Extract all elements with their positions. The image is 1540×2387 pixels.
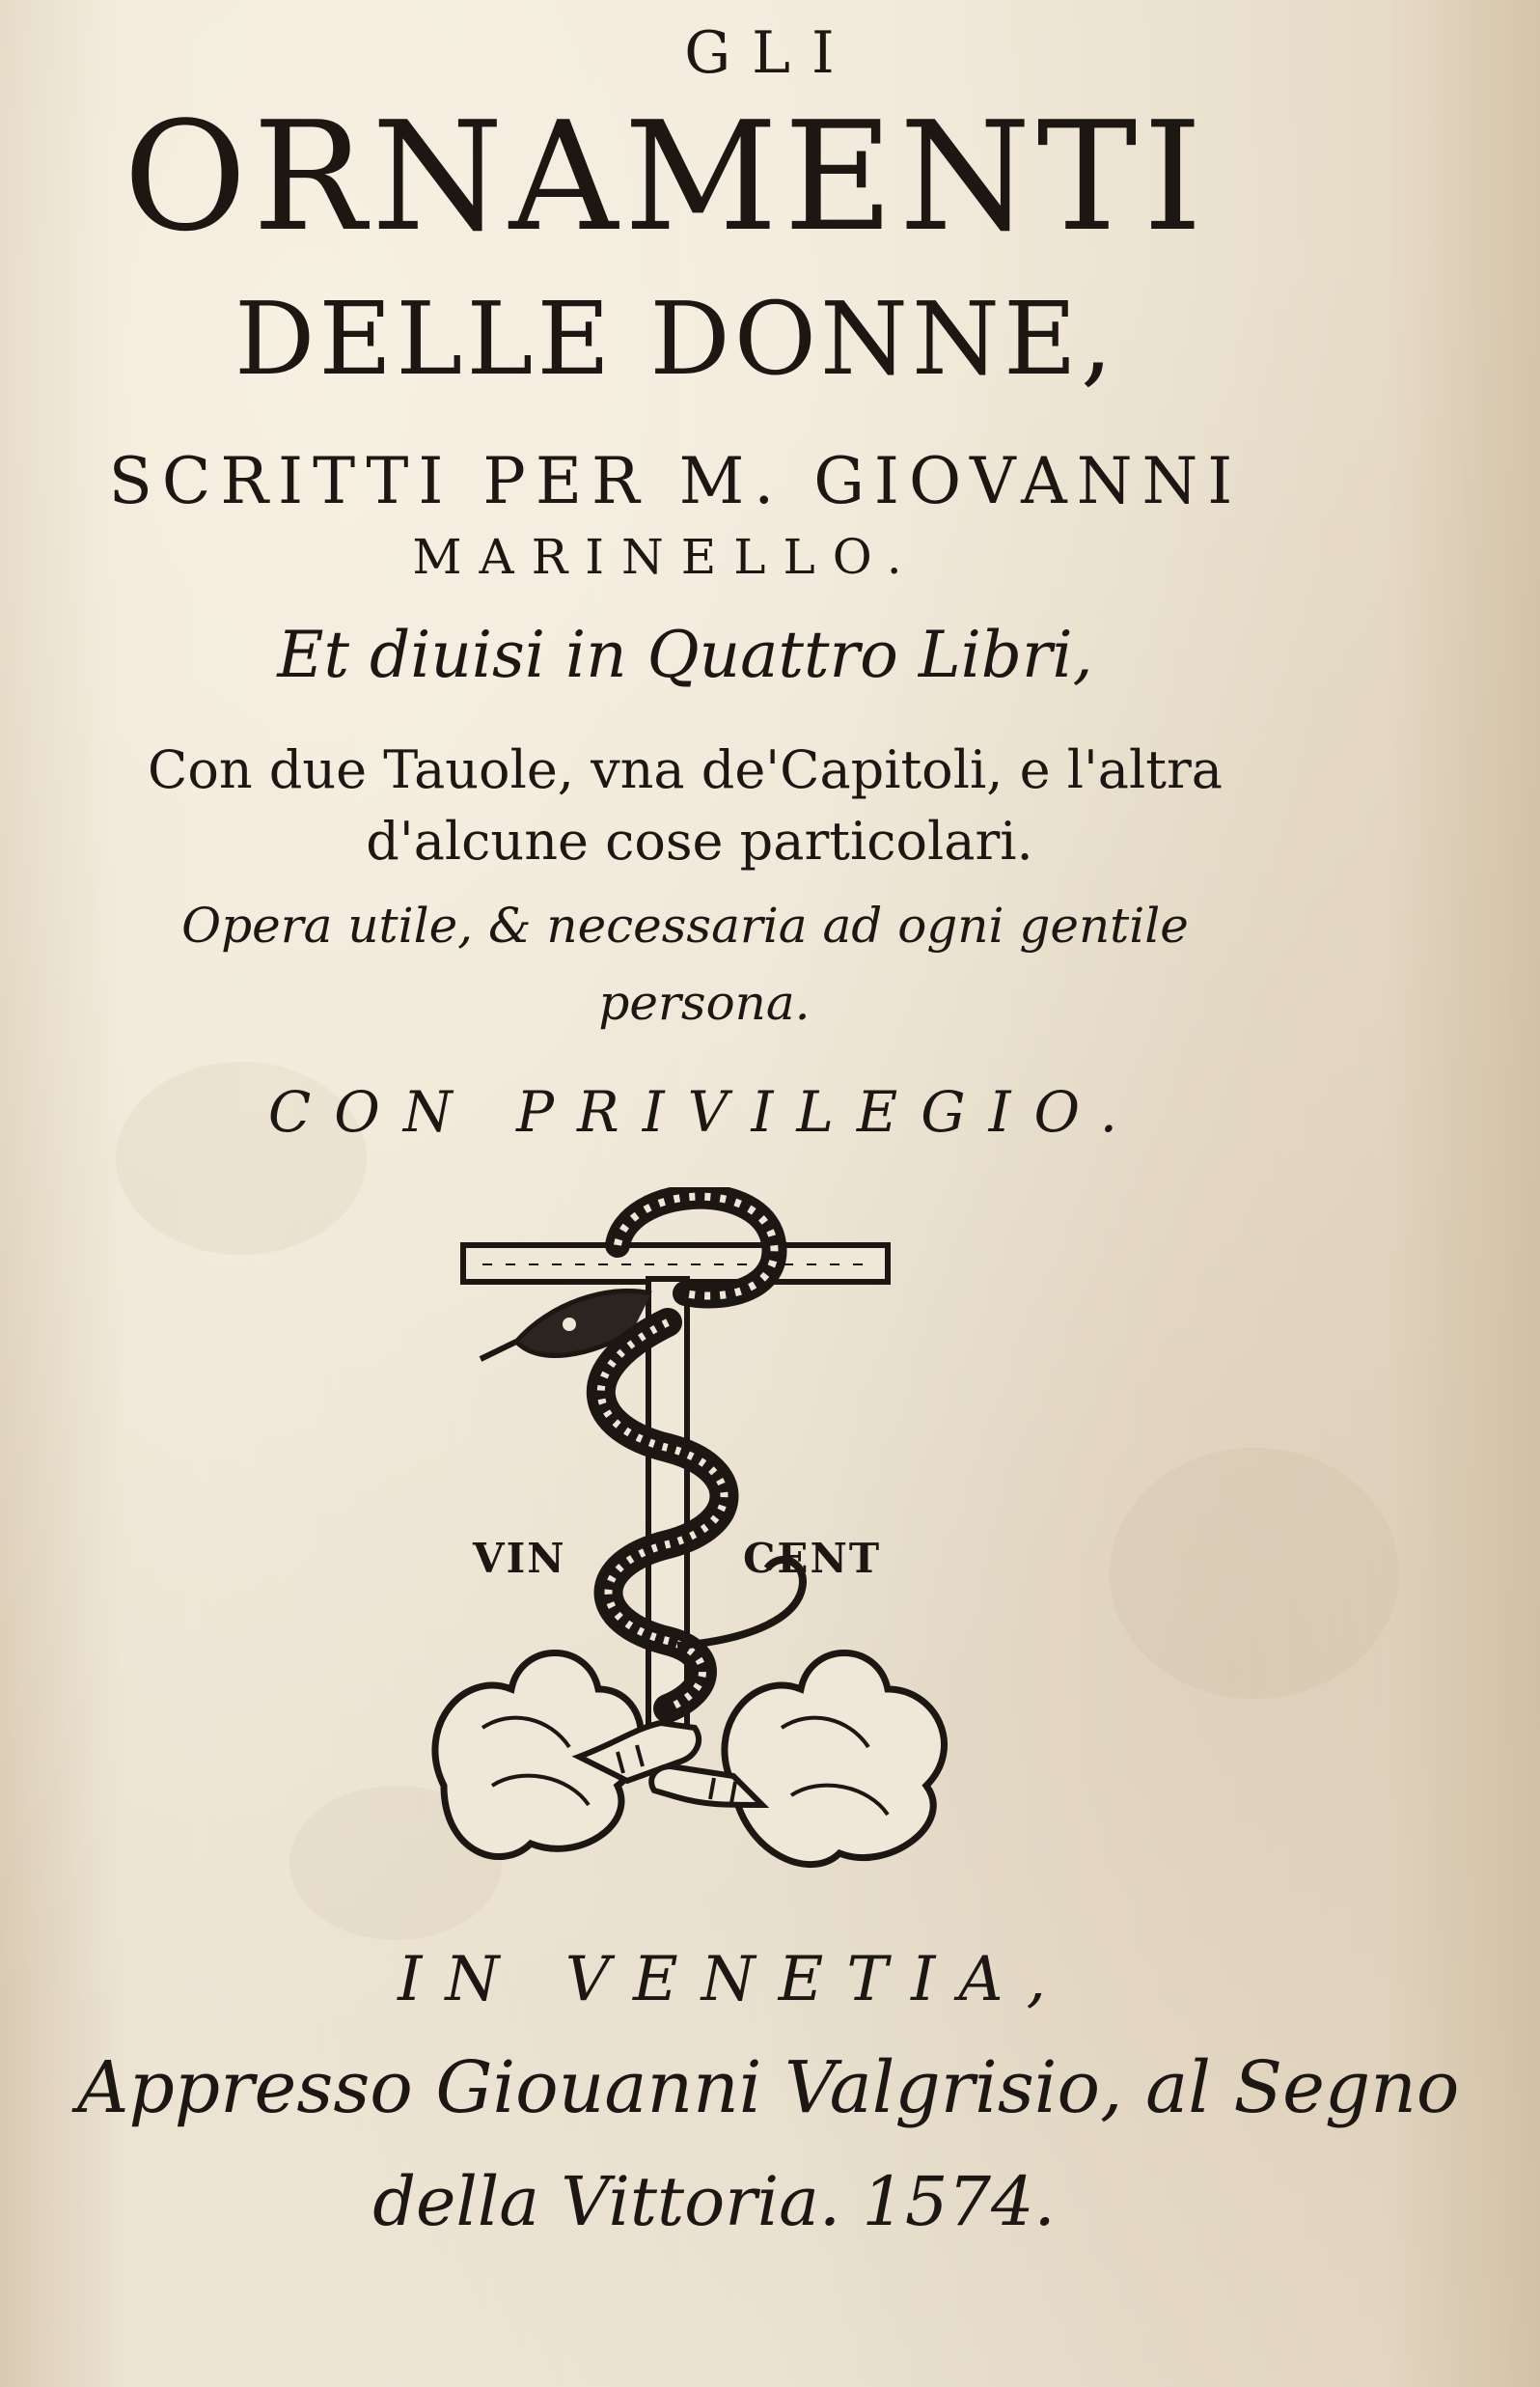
motto-left: VIN	[473, 1535, 566, 1582]
tavole-line-2: d'alcune cose particolari.	[366, 811, 1033, 872]
divisi-line: Et diuisi in Quattro Libri,	[277, 618, 1093, 692]
title-word-gli: GLI	[684, 19, 856, 87]
opera-line-1: Opera utile, & necessaria ad ogni gentile	[181, 898, 1189, 954]
privilegio-line: CON PRIVILEGIO.	[267, 1079, 1141, 1145]
imprint-date: della Vittoria. 1574.	[372, 2162, 1056, 2241]
motto-right: CENT	[743, 1535, 882, 1582]
title-word-ornamenti: ORNAMENTI	[123, 89, 1209, 264]
author-surname: MARINELLO.	[412, 529, 920, 585]
imprint-place: IN VENETIA,	[398, 1944, 1069, 2015]
title-delle-donne: DELLE DONNE,	[234, 280, 1117, 398]
opera-line-2: persona.	[598, 975, 811, 1031]
tavole-line-1: Con due Tauole, vna de'Capitoli, e l'altra	[148, 739, 1223, 800]
imprint-printer: Appresso Giouanni Valgrisio, al Segno	[77, 2046, 1460, 2129]
author-line: SCRITTI PER M. GIOVANNI	[108, 444, 1243, 518]
